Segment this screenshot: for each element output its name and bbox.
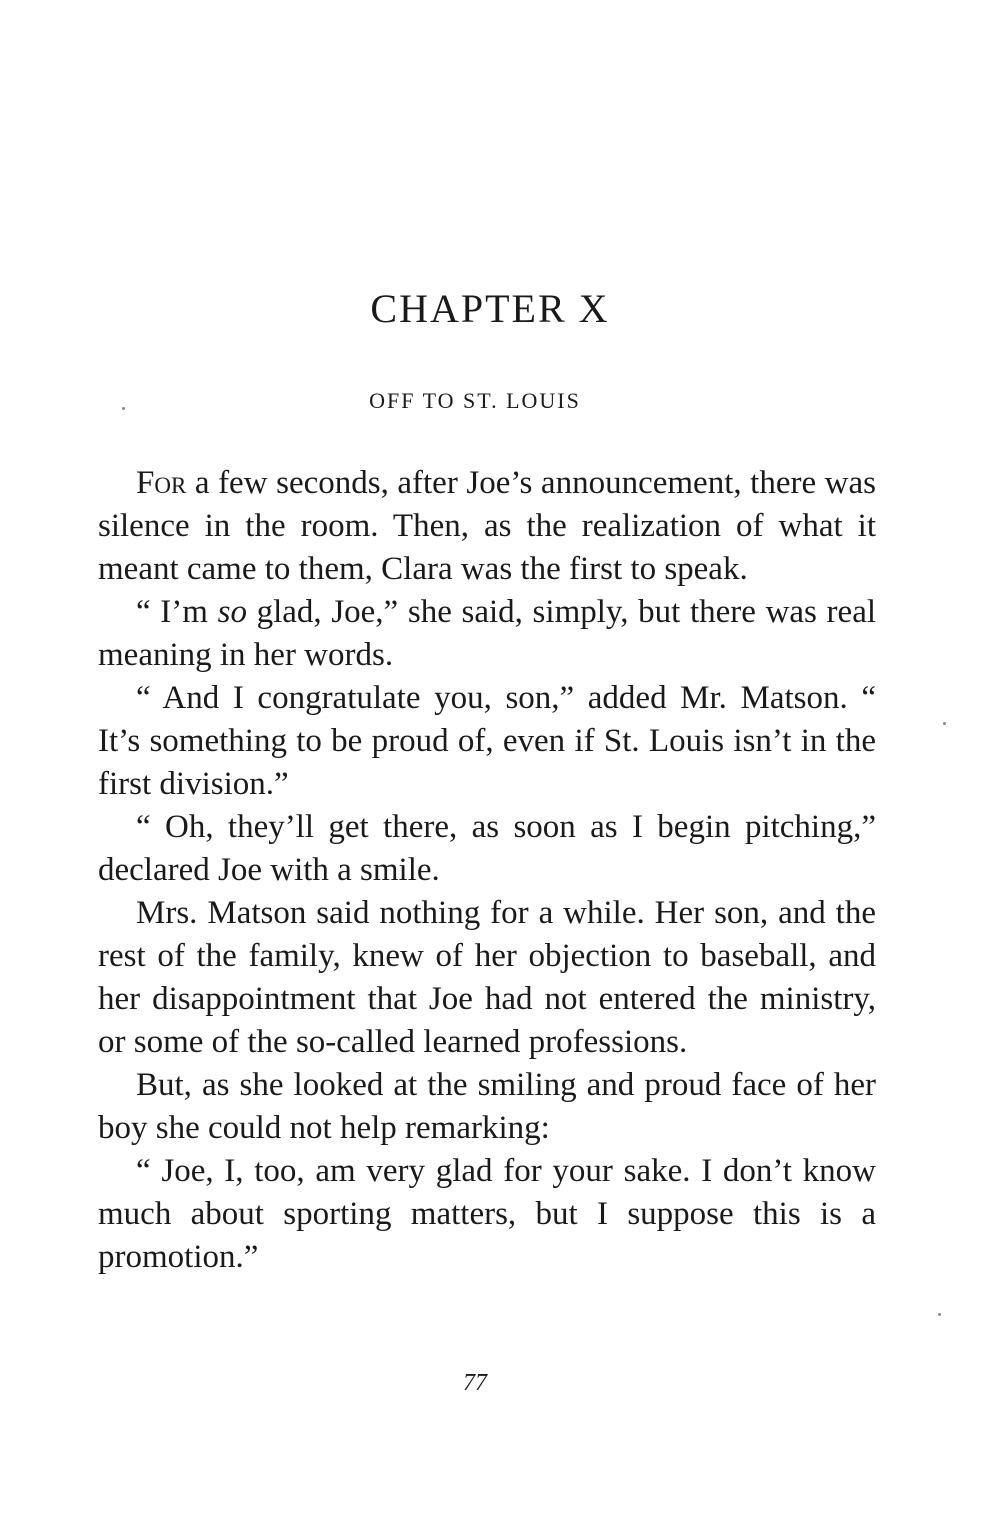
paragraph: “ Joe, I, too, am very glad for your sake. I don’t know much about sporting matters, but I suppose this is a promotion.” bbox=[98, 1153, 876, 1275]
chapter-body bbox=[98, 462, 876, 1279]
emphasized-word: so bbox=[217, 594, 247, 630]
chapter-title: CHAPTER X bbox=[370, 286, 610, 331]
paragraph: “ Oh, they’ll get there, as soon as I begin pitching,” declared Joe with a smile. bbox=[98, 809, 876, 888]
chapter-subtitle: OFF TO ST. LOUIS bbox=[369, 388, 581, 413]
scan-speck bbox=[943, 722, 946, 725]
scan-speck bbox=[122, 407, 125, 410]
paragraph-text: “ I’m bbox=[136, 594, 218, 630]
paragraph-text: glad, Joe,” she said, simply, but there was real meaning in her words. bbox=[98, 594, 877, 673]
paragraph: But, as she looked at the smiling and proud face of her boy she could not help remarking: bbox=[98, 1067, 876, 1146]
page-number: 77 bbox=[463, 1370, 487, 1396]
paragraph-text: a few seconds, after Joe’s announcement, there was silence in the room. Then, as the realization of what it meant came to them, Clara was the first to speak. bbox=[98, 465, 876, 587]
paragraph: “ And I congratulate you, son,” added Mr. Matson. “ It’s something to be proud of, even if St. Louis isn’t in the first division.” bbox=[98, 680, 876, 802]
paragraph: Mrs. Matson said nothing for a while. Her son, and the rest of the family, knew of her objection to baseball, and her disappointment that Joe had not entered the ministry, or some of the so-called learned professions. bbox=[98, 895, 876, 1060]
paragraph bbox=[98, 462, 876, 591]
paragraph bbox=[98, 591, 876, 677]
opening-word: For bbox=[136, 465, 187, 501]
scan-speck bbox=[938, 1313, 941, 1316]
